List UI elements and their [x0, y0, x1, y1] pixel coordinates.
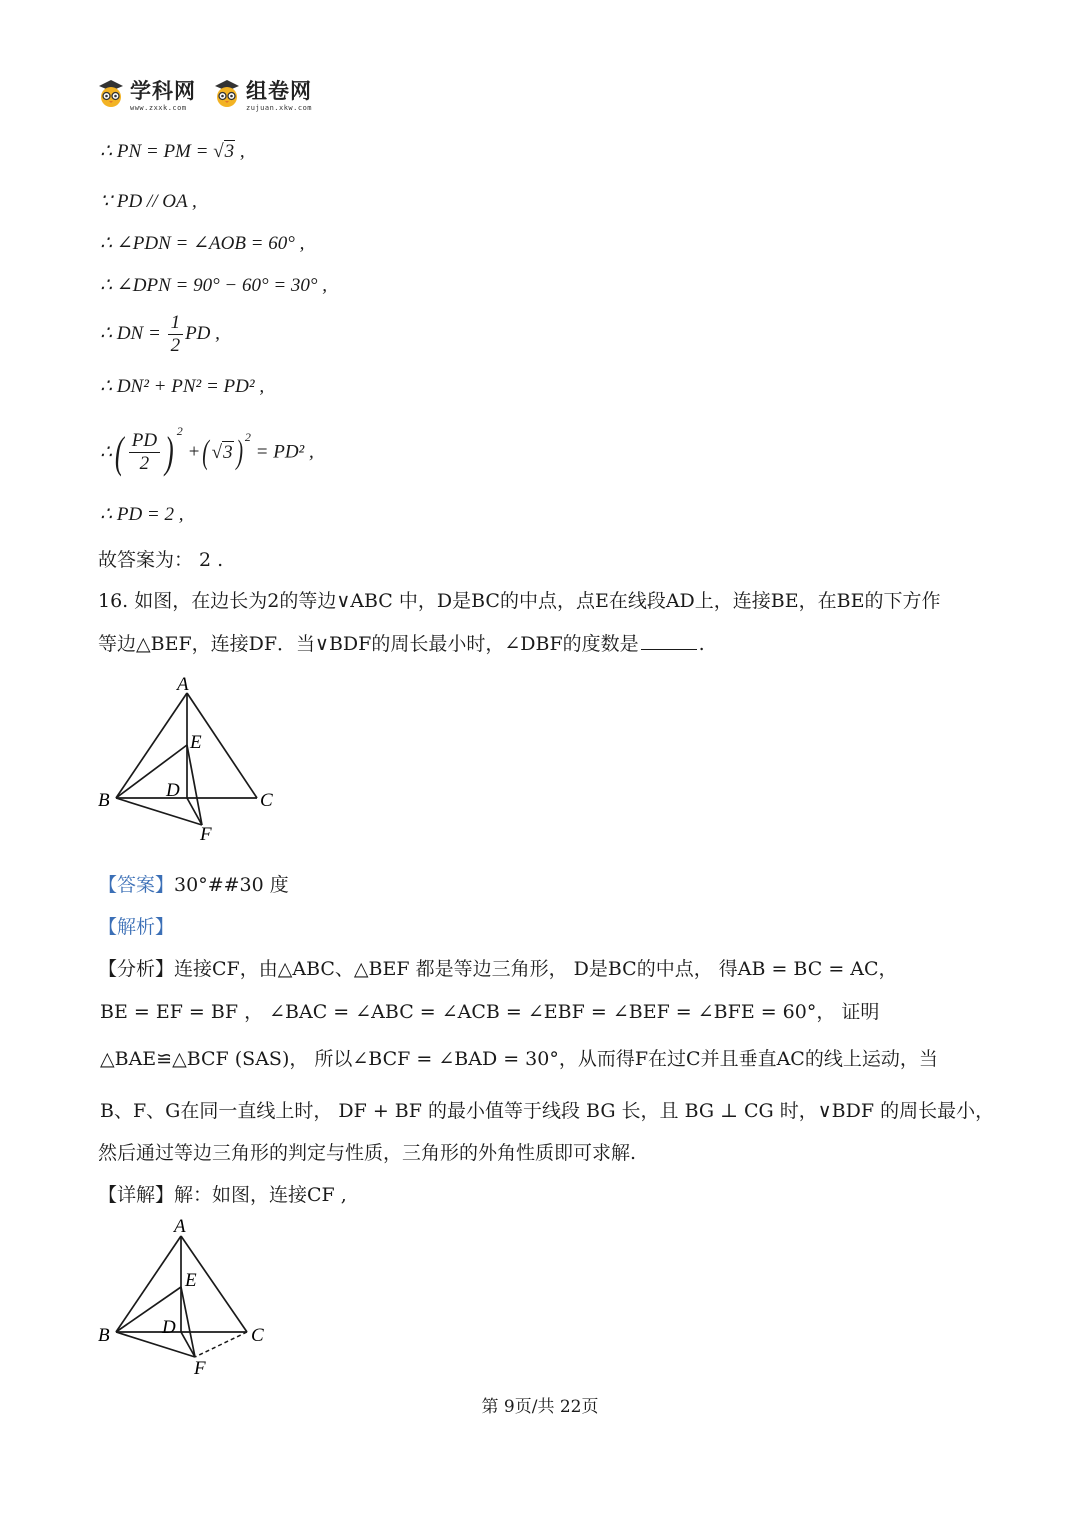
- page-number-footer: 第 9页/共 22页: [481, 1397, 599, 1417]
- answer-line: [98, 870, 289, 897]
- fraction-one-half: $\frac{1}{2}$: [168, 313, 184, 356]
- answer-blank: [641, 645, 697, 650]
- label-d: D: [162, 1317, 176, 1338]
- fenxi-line-4: B、F、G在同一直线上时， DF + BF 的最小值等于线段 BG 长，且 BG ⊥ CG 时，∨BDF 的周长最小，: [100, 1100, 995, 1122]
- fenxi-line-2: BE = EF = BF ， ∠BAC = ∠ABC = ∠ACB = ∠EBF = ∠BEF = ∠BFE = 60°， 证明: [100, 1001, 880, 1023]
- zxxk-logo: [96, 78, 196, 112]
- segment-ef: [181, 1287, 195, 1357]
- logo2-url: zujuan.xkw.com: [246, 104, 313, 112]
- logo1-name: 学科网: [130, 79, 196, 103]
- triangle-diagram-2: [90, 1212, 290, 1382]
- detail-line: 【详解】解：如图，连接CF ,: [98, 1184, 347, 1206]
- step-substitution: ∴( $\frac{PD}{2}$ ) $^2$ +( √3) $^2$ = PD² ,: [100, 424, 314, 477]
- step-dn-half-pd: ∴ DN = $\frac{1}{2}$ PD ,: [100, 312, 220, 356]
- answer-sentence: 故答案为： 2 .: [98, 549, 224, 571]
- step-angle-pdn: ∴ ∠PDN = ∠AOB = 60° ,: [100, 233, 305, 254]
- owl-mascot-icon: [212, 78, 242, 108]
- problem-16-line-2: 等边△BEF，连接DF．当∨BDF的周长最小时，∠DBF的度数是 .: [98, 633, 705, 655]
- label-f: F: [194, 1358, 206, 1379]
- label-a: A: [174, 1216, 186, 1237]
- logo2-name: 组卷网: [246, 79, 312, 103]
- label-b: B: [98, 790, 110, 811]
- label-f: F: [200, 824, 212, 845]
- label-b: B: [98, 1325, 110, 1346]
- label-d: D: [166, 780, 180, 801]
- header-logos: [96, 78, 312, 112]
- step-pd-parallel-oa: ∵ PD // OA ,: [100, 191, 197, 212]
- step-pythagoras: ∴ DN² + PN² = PD² ,: [100, 376, 265, 397]
- label-e: E: [190, 732, 202, 753]
- answer-label: 【答案】: [98, 874, 175, 896]
- fenxi-line-3: △BAE≌△BCF (SAS)， 所以∠BCF = ∠BAD = 30°，从而得F在过C并且垂直AC的线上运动，当: [100, 1048, 938, 1070]
- analysis-label: 【解析】: [98, 916, 175, 938]
- step-pn-pm: ∴ PN = PM = √3 ,: [100, 141, 245, 162]
- owl-mascot-icon: [96, 78, 126, 108]
- label-e: E: [185, 1270, 197, 1291]
- detail-label: 【详解】: [98, 1184, 175, 1206]
- label-c: C: [260, 790, 273, 811]
- zujuan-logo: [212, 78, 312, 112]
- label-c: C: [251, 1325, 264, 1346]
- fenxi-label: 【分析】: [98, 958, 175, 980]
- answer-value: 30°##30 度: [174, 874, 289, 896]
- fenxi-line-1: 【分析】连接CF，由△ABC、△BEF 都是等边三角形， D是BC的中点， 得AB = BC = AC，: [98, 958, 898, 980]
- step-angle-dpn: ∴ ∠DPN = 90° − 60° = 30° ,: [100, 275, 328, 296]
- logo1-url: www.zxxk.com: [130, 104, 187, 112]
- fraction-pd-over-2: $\frac{PD}{2}$: [129, 431, 160, 474]
- step-pd-equals-2: ∴ PD = 2 ,: [100, 504, 184, 525]
- triangle-diagram-1: [90, 670, 290, 850]
- label-a: A: [177, 674, 189, 695]
- segment-cf-dashed: [195, 1332, 247, 1357]
- fenxi-line-5: 然后通过等边三角形的判定与性质，三角形的外角性质即可求解.: [98, 1142, 637, 1164]
- problem-16-line-1: 16. 如图，在边长为2的等边∨ABC 中，D是BC的中点，点E在线段AD上，连接BE，在BE的下方作: [98, 590, 941, 612]
- sqrt-3: √3: [213, 141, 235, 162]
